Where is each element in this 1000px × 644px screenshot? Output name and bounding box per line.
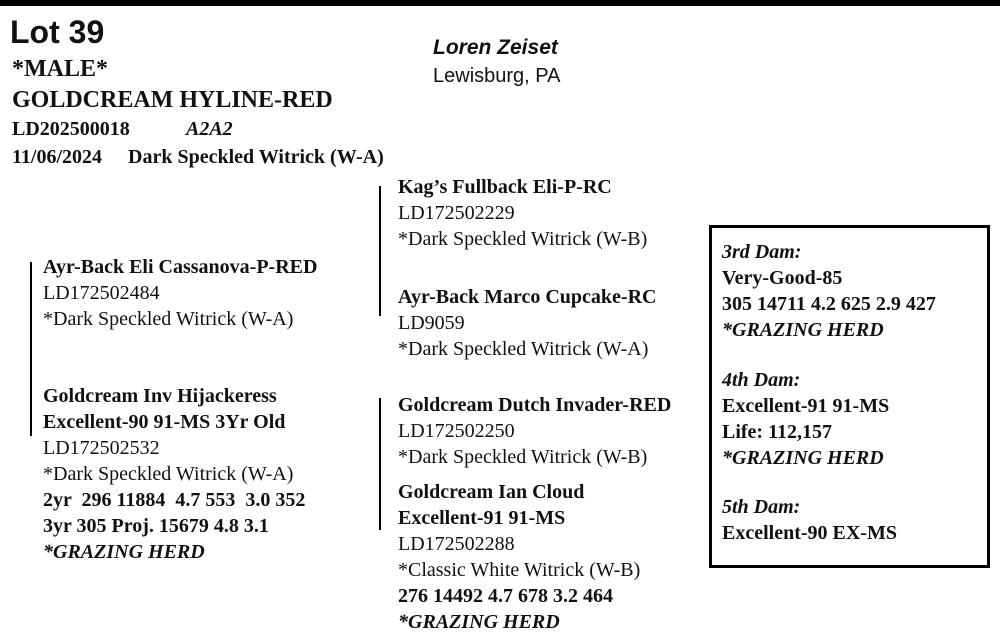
fifth-dam-classification: Excellent-90 EX-MS bbox=[722, 522, 897, 544]
dam-sire-reg: LD172502250 bbox=[398, 420, 515, 442]
fourth-dam-label: 4th Dam: bbox=[722, 369, 801, 391]
sire-color: *Dark Speckled Witrick (W-A) bbox=[43, 308, 294, 330]
dam-sire-color: *Dark Speckled Witrick (W-B) bbox=[398, 446, 648, 468]
dam-color: *Dark Speckled Witrick (W-A) bbox=[43, 463, 294, 485]
animal-name: GOLDCREAM HYLINE-RED bbox=[12, 87, 333, 113]
sire-dam-name: Ayr-Back Marco Cupcake-RC bbox=[398, 286, 657, 308]
top-rule bbox=[0, 0, 1000, 6]
dam-classification: Excellent-90 91-MS 3Yr Old bbox=[43, 411, 286, 433]
animal-color: Dark Speckled Witrick (W-A) bbox=[128, 146, 384, 168]
third-dam-herd: *GRAZING HERD bbox=[722, 319, 884, 341]
dam-sire-name: Goldcream Dutch Invader-RED bbox=[398, 394, 672, 416]
fourth-dam-classification: Excellent-91 91-MS bbox=[722, 395, 890, 417]
dam-dam-reg: LD172502288 bbox=[398, 533, 515, 555]
fourth-dam-herd: *GRAZING HERD bbox=[722, 447, 884, 469]
dam-record-2yr: 2yr 296 11884 4.7 553 3.0 352 bbox=[43, 489, 306, 511]
third-dam-label: 3rd Dam: bbox=[722, 241, 802, 263]
sire-name: Ayr-Back Eli Cassanova-P-RED bbox=[43, 256, 318, 278]
sire-dam-connector bbox=[30, 262, 32, 436]
sire-sire-name: Kag’s Fullback Eli-P-RC bbox=[398, 176, 612, 198]
dam-dam-name: Goldcream Ian Cloud bbox=[398, 481, 585, 503]
sire-dam-reg: LD9059 bbox=[398, 312, 465, 334]
dam-record-3yr: 3yr 305 Proj. 15679 4.8 3.1 bbox=[43, 515, 269, 537]
dam-name: Goldcream Inv Hijackeress bbox=[43, 385, 277, 407]
third-dam-block bbox=[722, 239, 936, 343]
dam-reg: LD172502532 bbox=[43, 437, 160, 459]
dam-parents-connector bbox=[379, 398, 381, 530]
registration-number: LD202500018 bbox=[12, 118, 130, 140]
dam-sire-block bbox=[398, 392, 671, 470]
birth-date: 11/06/2024 bbox=[12, 146, 103, 168]
dam-block bbox=[43, 383, 305, 565]
sire-parents-connector bbox=[379, 186, 381, 316]
sire-sire-reg: LD172502229 bbox=[398, 202, 515, 224]
dam-dam-block bbox=[398, 479, 640, 635]
dam-dam-classification: Excellent-91 91-MS bbox=[398, 507, 566, 529]
sex-label: *MALE* bbox=[12, 56, 108, 82]
sire-block bbox=[43, 254, 317, 332]
fourth-dam-block bbox=[722, 367, 889, 471]
fifth-dam-block bbox=[722, 494, 897, 546]
dam-dam-color: *Classic White Witrick (W-B) bbox=[398, 559, 641, 581]
fourth-dam-life: Life: 112,157 bbox=[722, 421, 832, 443]
third-dam-record: 305 14711 4.2 625 2.9 427 bbox=[722, 293, 936, 315]
dam-dam-herd: *GRAZING HERD bbox=[398, 611, 560, 633]
sire-sire-color: *Dark Speckled Witrick (W-B) bbox=[398, 228, 648, 250]
sire-dam-color: *Dark Speckled Witrick (W-A) bbox=[398, 338, 649, 360]
sire-dam-block bbox=[398, 284, 656, 362]
sire-reg: LD172502484 bbox=[43, 282, 160, 304]
consignor-name: Loren Zeiset bbox=[433, 36, 558, 59]
third-dam-classification: Very-Good-85 bbox=[722, 267, 843, 289]
fifth-dam-label: 5th Dam: bbox=[722, 496, 801, 518]
consignor-location: Lewisburg, PA bbox=[433, 65, 561, 87]
lot-number: Lot 39 bbox=[10, 14, 105, 50]
genotype: A2A2 bbox=[186, 118, 233, 140]
dam-herd: *GRAZING HERD bbox=[43, 541, 205, 563]
sire-sire-block bbox=[398, 174, 647, 252]
dam-dam-record: 276 14492 4.7 678 3.2 464 bbox=[398, 585, 613, 607]
